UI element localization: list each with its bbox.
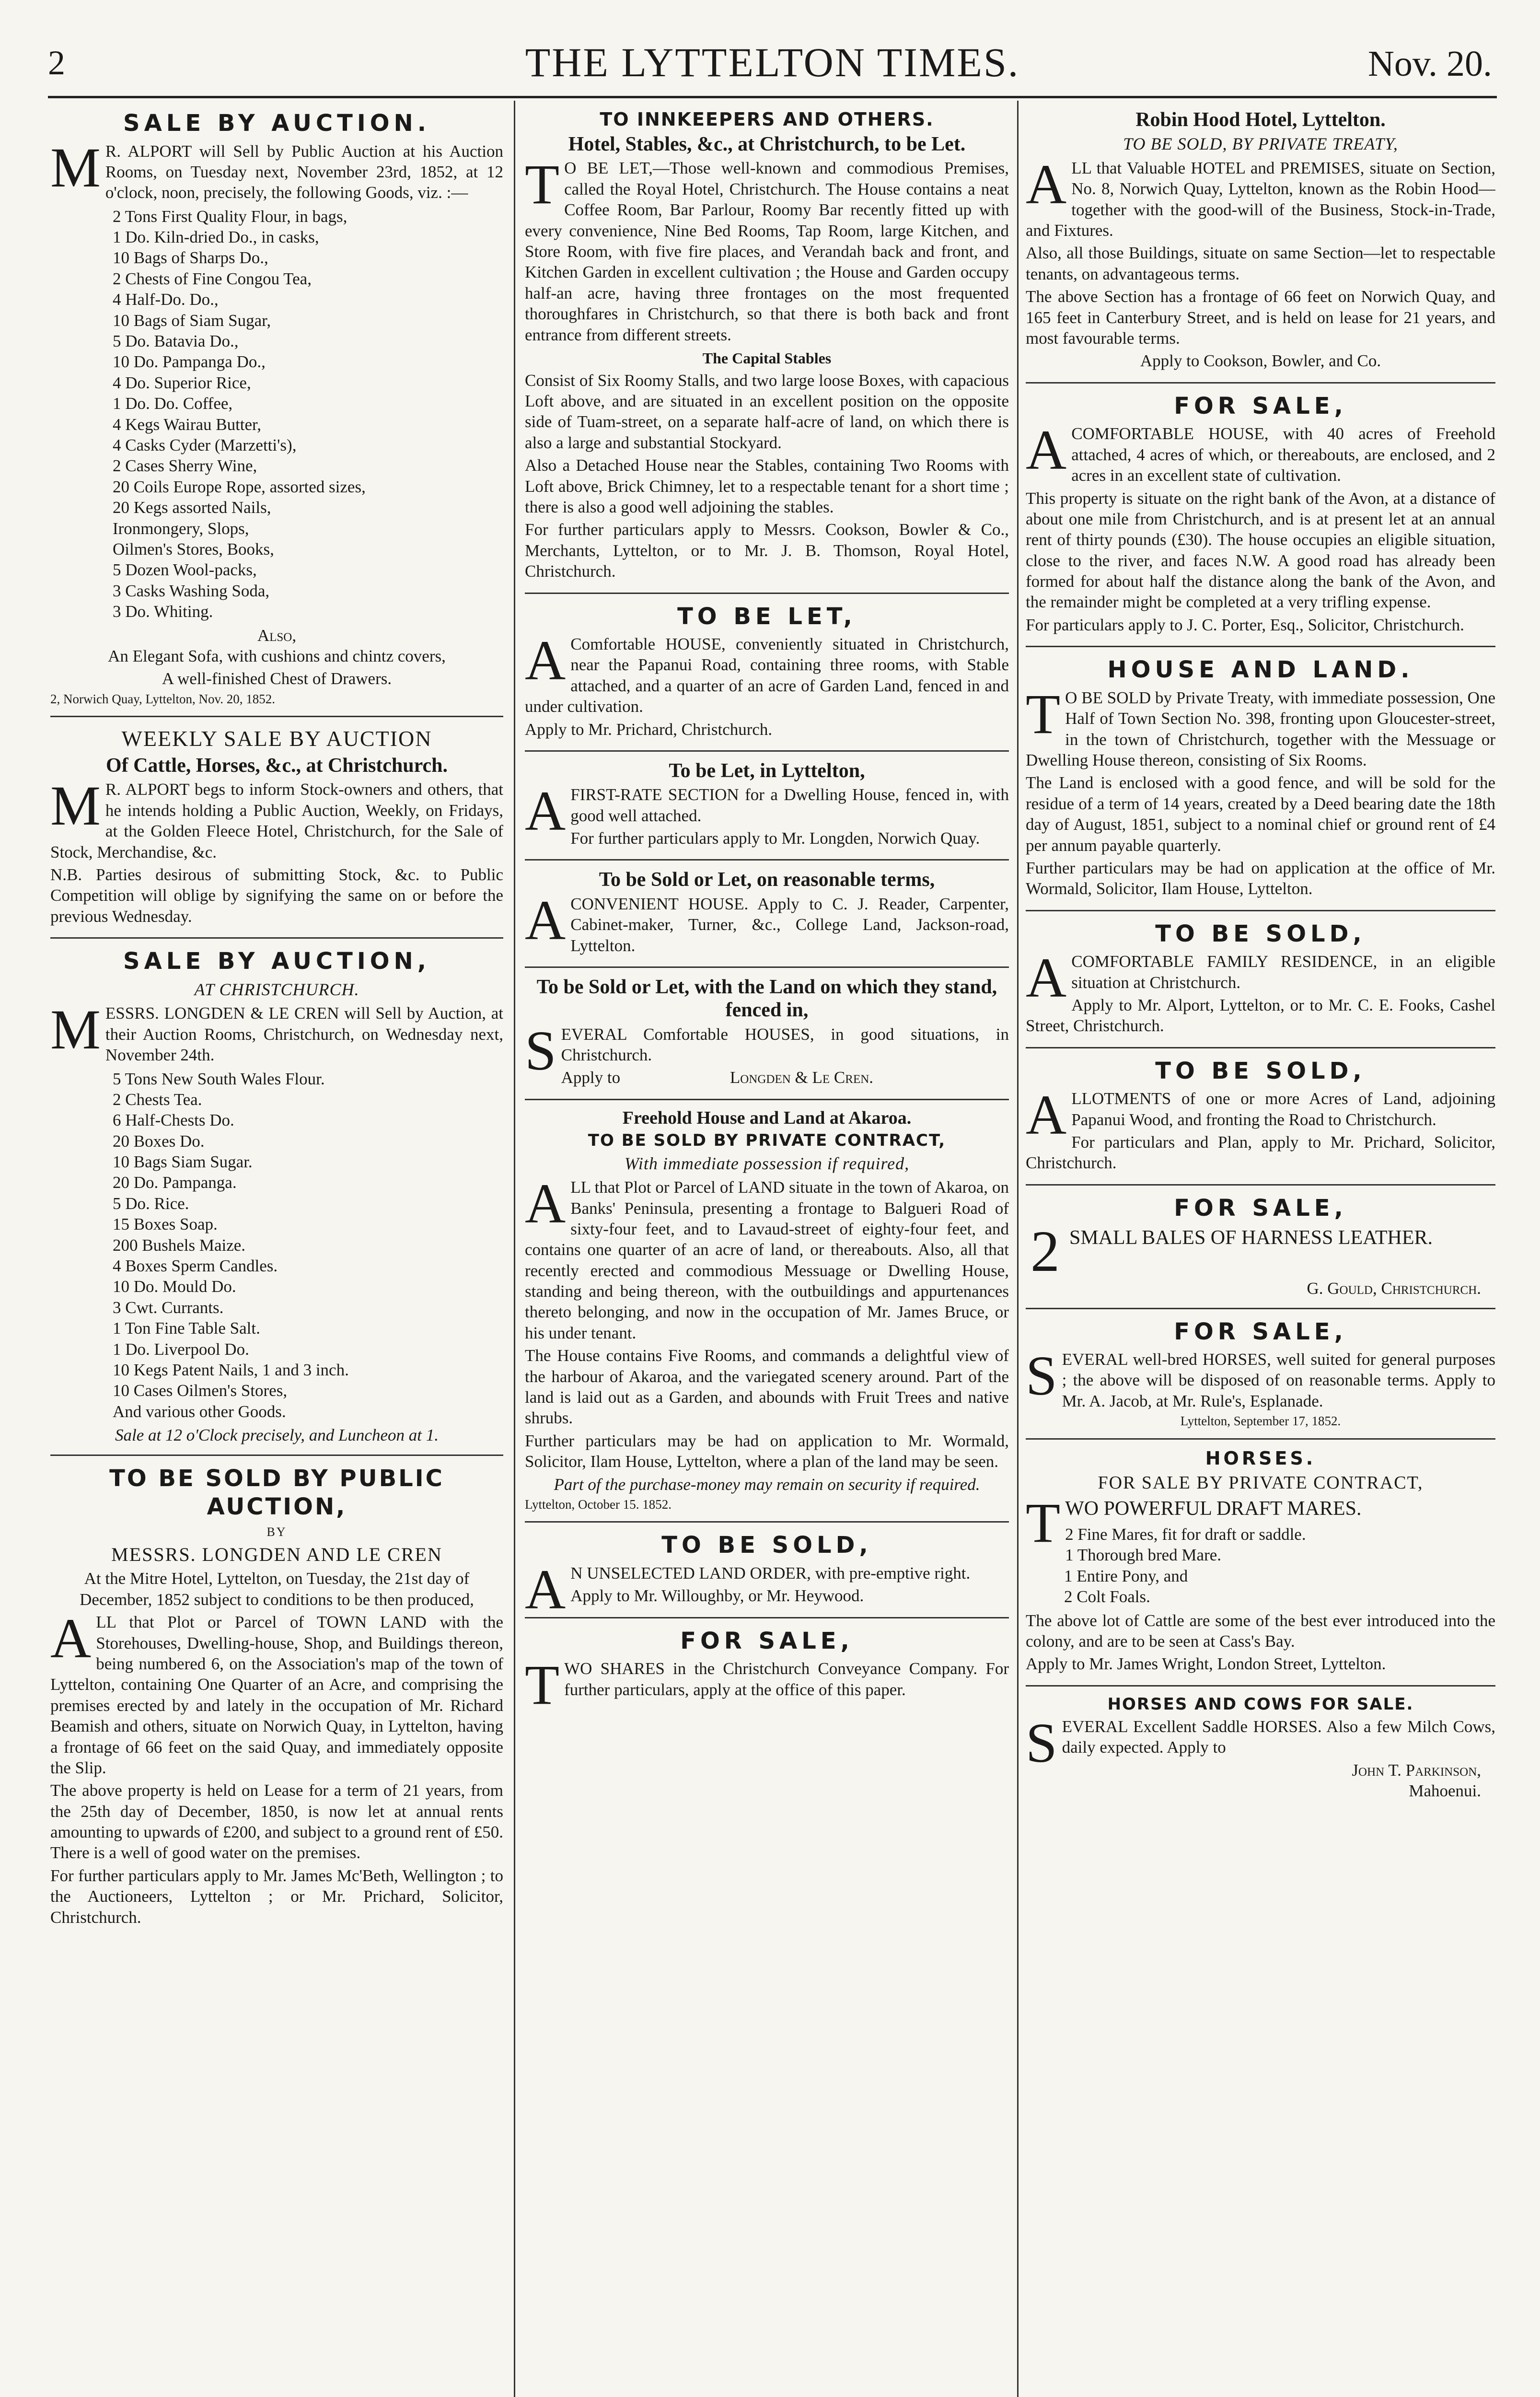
ad-heading: Freehold House and Land at Akaroa. — [622, 1107, 912, 1128]
terms-note: Part of the purchase-money may remain on security if required. — [554, 1475, 980, 1494]
page-number: 2 — [48, 44, 65, 82]
list-item: 5 Tons New South Wales Flour. — [113, 1069, 325, 1088]
detached-text: Also a Detached House near the Stables, containing Two Rooms with Loft above, Brick Chimney, let to a respectable tenant for a short time ; there is also a good well adjoining the stables. — [525, 456, 1009, 516]
ad-apply: Apply to Mr. Prichard, Christchurch. — [525, 720, 773, 739]
ad-apply: Further particulars may be had on application to Mr. Wormald, Solicitor, Ilam House, Lyttelton, where a plan of the land may be seen. — [525, 1431, 1009, 1471]
also-text: Also, all those Buildings, situate on same Section—let to respectable tenants, on advantageous terms. — [1026, 244, 1495, 283]
column-rule-1 — [514, 101, 515, 2397]
ad-subheading: TO BE SOLD, BY PRIVATE TREATY, — [1123, 134, 1398, 154]
ad-body: AN UNSELECTED LAND ORDER, with pre-emptive right. — [525, 1558, 971, 1621]
ad-to-be-let-lyttelton — [525, 752, 1009, 861]
list-item: 1 Entire Pony, and — [1064, 1566, 1188, 1585]
ad-heading: FOR SALE, — [1174, 392, 1347, 419]
ad-sold-or-let-house — [525, 861, 1009, 967]
ad-heading: HOUSE AND LAND. — [1107, 656, 1414, 684]
newspaper-title: THE LYTTELTON TIMES. — [525, 39, 1020, 85]
ad-body: ALLOTMENTS of one or more Acres of Land, adjoining Papanui Wood, and fronting the Road to Christchurch. — [1026, 1083, 1495, 1147]
ad-horses-for-sale — [1026, 1309, 1495, 1440]
ad-heading: SALE BY AUCTION, — [123, 948, 430, 975]
stables-text: Consist of Six Roomy Stalls, and two large loose Boxes, with capacious Loft above, and are situated in an excellent position on the opposite side of Tuam-street, on a separate half-acre of land, on which there is also a large and substantial Stockyard. — [525, 371, 1009, 452]
list-item: 10 Bags of Siam Sugar, — [113, 311, 271, 330]
ad-apply: Apply to Mr. James Wright, London Street, Lyttelton. — [1026, 1654, 1386, 1674]
list-item: 4 Do. Superior Rice, — [113, 373, 251, 392]
ad-for-sale-house-avon — [1026, 384, 1495, 647]
horses-list — [1026, 1524, 1495, 1607]
ad-apply: For further particulars apply to Mr. James Mc'Beth, Wellington ; to the Auctioneers, Lyttelton ; or Mr. Prichard, Solicitor, Christchurch. — [50, 1866, 503, 1927]
dateline: Lyttelton, October 15. 1852. — [525, 1497, 672, 1512]
ad-heading: TO BE SOLD, — [1155, 920, 1366, 947]
list-item: 6 Half-Chests Do. — [113, 1111, 234, 1130]
apply-label: Apply to — [561, 1068, 621, 1087]
ad-apply: Apply to Mr. Willoughby, or Mr. Heywood. — [570, 1586, 864, 1606]
list-item: 1 Do. Kiln-dried Do., in casks, — [113, 228, 319, 247]
list-item: 2 Cases Sherry Wine, — [113, 456, 257, 476]
ad-apply: Apply to Mr. Alport, Lyttelton, or to Mr. C. E. Fooks, Cashel Street, Christchurch. — [1026, 995, 1495, 1036]
list-item: 20 Do. Pampanga. — [113, 1173, 237, 1192]
signature-place: Mahoenui. — [1409, 1781, 1481, 1801]
ad-shares-for-sale — [525, 1618, 1009, 1717]
ad-location: At the Mitre Hotel, Lyttelton, on Tuesday, the 21st day of December, 1852 subject to conditions to be then produced, — [80, 1569, 474, 1609]
list-item: 10 Kegs Patent Nails, 1 and 3 inch. — [113, 1360, 349, 1379]
ad-apply: For particulars apply to J. C. Porter, Esq., Solicitor, Christchurch. — [1026, 615, 1464, 634]
ad-robin-hood-hotel — [1026, 101, 1495, 384]
list-item: 5 Do. Batavia Do., — [113, 332, 239, 351]
ad-heading: SALE BY AUCTION. — [123, 110, 430, 137]
list-item: 10 Bags Siam Sugar. — [113, 1152, 253, 1172]
ad-body: TO BE SOLD by Private Treaty, with immediate possession, One Half of Town Section No. 398, fronting upon Gloucester-street, in the town of Christchurch, together with the Messuage or Dwelling House thereon, consisting of Six Rooms. — [1026, 682, 1495, 769]
extra-item: A well-finished Chest of Drawers. — [162, 669, 392, 688]
list-item: 1 Do. Liverpool Do. — [113, 1339, 249, 1359]
list-item: 4 Casks Cyder (Marzetti's), — [113, 435, 297, 454]
list-item: 1 Do. Do. Coffee, — [113, 394, 233, 413]
auctioneers: MESSRS. LONGDEN AND LE CREN — [111, 1543, 442, 1565]
column-1 — [50, 101, 503, 2397]
list-item: 10 Do. Pampanga Do., — [113, 352, 266, 372]
ad-subheading: AT CHRISTCHURCH. — [194, 979, 359, 999]
ad-body: AComfortable HOUSE, conveniently situated in Christchurch, near the Papanui Road, containing three rooms, with Stable attached, and a quarter of an acre of Garden Land, fenced in and under cultivation. — [525, 629, 1009, 716]
list-item: 3 Casks Washing Soda, — [113, 581, 270, 600]
list-item: 4 Kegs Wairau Butter, — [113, 415, 262, 434]
detail-text: This property is situate on the right bank of the Avon, at a distance of about one mile from Christchurch, and is at present let at an annual rent of thirty pounds (£30). The house occupies an eligible situation, close to the river, and faces N.W. A good road has already been formed for about half the distance along the bank of the Avon, and the remainder might be completed at a very trifling expense. — [1026, 489, 1495, 612]
ad-heading: TO BE SOLD, — [1155, 1057, 1366, 1084]
ad-intro: MESSRS. LONGDEN & LE CREN will Sell by Auction, at their Auction Rooms, Christchurch, on Wednesday next, November 24th. — [50, 998, 503, 1065]
dateline: 2, Norwich Quay, Lyttelton, Nov. 20, 1852. — [50, 691, 275, 706]
list-item: 1 Thorough bred Mare. — [1065, 1546, 1222, 1565]
ad-sold-or-let-houses — [525, 968, 1009, 1100]
list-item: 2 Chests of Fine Congou Tea, — [113, 269, 312, 288]
ad-lead: TWO POWERFUL DRAFT MARES. — [1026, 1491, 1362, 1554]
ad-lease: The above property is held on Lease for a term of 21 years, from the 25th day of December, 1850, is now let at annual rents amounting to upwards of £200, and subject to a ground rent of £50. There is a well of good water on the premises. — [50, 1781, 503, 1862]
list-item: 20 Boxes Do. — [113, 1131, 205, 1151]
ad-allotments — [1026, 1048, 1495, 1186]
issue-date: Nov. 20. — [1368, 44, 1492, 84]
ad-weekly-sale — [50, 717, 503, 939]
ad-body: ACOMFORTABLE HOUSE, with 40 acres of Freehold attached, 4 acres of which, or thereabouts, are enclosed, and 2 acres in an excellent state of cultivation. — [1026, 419, 1495, 485]
ad-heading: TO BE SOLD, — [661, 1532, 872, 1559]
ad-subheading: Hotel, Stables, &c., at Christchurch, to be Let. — [568, 133, 966, 156]
ad-house-and-land — [1026, 647, 1495, 911]
ad-body: SMALL BALES OF HARNESS LEATHER. — [1069, 1227, 1433, 1249]
list-item: 2 Colt Foals. — [1064, 1587, 1150, 1606]
ad-body: AFIRST-RATE SECTION for a Dwelling House, fenced in, with good well attached. — [525, 780, 1009, 843]
ad-public-auction-town-land — [50, 1456, 503, 1939]
ad-to-innkeepers — [525, 101, 1009, 594]
ad-body: SEVERAL well-bred HORSES, well suited for general purposes ; the above will be disposed of on reasonable terms. Apply to Mr. A. Jacob, at Mr. Rule's, Esplanade. — [1026, 1344, 1495, 1410]
ad-heading: TO INNKEEPERS AND OTHERS. — [600, 109, 934, 130]
ad-body: ALL that Valuable HOTEL and PREMISES, situate on Section, No. 8, Norwich Quay, Lyttelton, known as the Robin Hood—together with the good-will of the Business, Stock-in-Trade, and Fixtures. — [1026, 152, 1495, 240]
frontage-text: The above Section has a frontage of 66 feet on Norwich Quay, and 165 feet in Canterbury Street, and is held on lease for 21 years, and most favourable terms. — [1026, 287, 1495, 348]
ad-subheading: FOR SALE BY PRIVATE CONTRACT, — [1098, 1472, 1424, 1493]
list-item: 3 Cwt. Currants. — [113, 1298, 224, 1317]
ad-heading: To be Let, in Lyttelton, — [669, 759, 865, 782]
also-label: Also, — [257, 626, 297, 645]
list-item: Ironmongery, Slops, — [113, 519, 249, 538]
ad-apply: Apply to Cookson, Bowler, and Co. — [1140, 351, 1381, 371]
ad-heading: TO BE SOLD BY PUBLIC AUCTION, — [109, 1465, 444, 1521]
ad-heading: TO BE LET, — [677, 603, 857, 630]
masthead — [48, 34, 1497, 91]
list-item: 15 Boxes Soap. — [113, 1215, 218, 1234]
dateline: Lyttelton, September 17, 1852. — [1180, 1414, 1341, 1429]
signature: G. Gould, Christchurch. — [1307, 1279, 1481, 1298]
ad-heading: HORSES AND COWS FOR SALE. — [1107, 1694, 1414, 1714]
ad-note: N.B. Parties desirous of submitting Stock, &c. to Public Competition will oblige by signifying the same on or before the previous Wednesday. — [50, 865, 503, 926]
list-item: 10 Cases Oilmen's Stores, — [113, 1381, 288, 1400]
ad-body: SEVERAL Comfortable HOUSES, in good situations, in Christchurch. — [525, 1019, 1009, 1082]
ad-apply: For further particulars apply to Messrs. Cookson, Bowler & Co., Merchants, Lyttelton, or to Mr. J. B. Thomson, Royal Hotel, Christchurch. — [525, 520, 1009, 581]
ad-freehold-akaroa — [525, 1100, 1009, 1523]
ad-body: ALL that Plot or Parcel of LAND situate in the town of Akaroa, on Banks' Peninsula, presenting a frontage to Balgueri Road of sixty-four feet, and to Lavaud-street of eighty-four feet, and contains one quarter of an acre of land, or thereabouts. Also, all that recently erected and commodious Messuage or Dwelling House, standing and being thereon, with the outbuildings and appurtenances thereto belonging, and now in the occupation of Mr. James Bruce, or his under tenant. — [525, 1172, 1009, 1342]
ad-body: ACOMFORTABLE FAMILY RESIDENCE, in an eligible situation at Christchurch. — [1026, 946, 1495, 1010]
ad-subheading: Of Cattle, Horses, &c., at Christchurch. — [105, 755, 448, 777]
ad-horses-private-contract — [1026, 1440, 1495, 1687]
ad-body: SEVERAL Excellent Saddle HORSES. Also a few Milch Cows, daily expected. Apply to — [1026, 1711, 1495, 1774]
ad-to-be-let-house — [525, 594, 1009, 752]
goods-list — [50, 206, 503, 622]
column-2 — [525, 101, 1009, 2397]
masthead-rule — [48, 96, 1497, 98]
ad-sale-at-christchurch — [50, 939, 503, 1455]
list-item: 2 Chests Tea. — [113, 1090, 202, 1109]
list-item: Oilmen's Stores, Books, — [113, 539, 274, 559]
list-item: 10 Bags of Sharps Do., — [113, 248, 268, 268]
column-3 — [1026, 101, 1495, 2397]
list-item: 20 Kegs assorted Nails, — [113, 498, 271, 517]
list-item: 5 Dozen Wool-packs, — [113, 560, 257, 580]
ad-heading: WEEKLY SALE BY AUCTION — [121, 726, 432, 751]
ad-body: ALL that Plot or Parcel of TOWN LAND with the Storehouses, Dwelling-house, Shop, and Buildings thereon, being numbered 6, on the Association's map of the town of Lyttelton, containing One Quarter of an Acre, and comprising the premises erected by and lately in the occupation of Mr. Richard Beamish and others, situate on Norwich Quay, in Lyttelton, having a frontage of 66 feet on the said Quay, and immediately opposite the Slip. — [50, 1607, 503, 1777]
ad-apply: For further particulars apply to Mr. Longden, Norwich Quay. — [570, 829, 980, 848]
column-rule-2 — [1017, 101, 1019, 2397]
ad-heading: To be Sold or Let, with the Land on which they stand, fenced in, — [536, 976, 997, 1022]
by-label: BY — [266, 1524, 287, 1539]
list-item: And various other Goods. — [113, 1402, 286, 1421]
land-text: The Land is enclosed with a good fence, and will be sold for the residue of a term of 14 years, created by a Deed bearing date the 18th day of August, 1851, subject to a nominal chief or ground rent of £4 per annum payable quarterly. — [1026, 773, 1495, 855]
ad-heading: Robin Hood Hotel, Lyttelton. — [1135, 109, 1386, 131]
numeral: 2 — [1031, 1219, 1060, 1284]
ad-heading: FOR SALE, — [680, 1627, 854, 1654]
goods-list — [50, 1069, 503, 1422]
ad-intro: MR. ALPORT will Sell by Public Auction at his Auction Rooms, on Tuesday next, November 23rd, 1852, at 12 o'clock, noon, precisely, the following Goods, viz. :— — [50, 136, 503, 202]
list-item: 5 Do. Rice. — [113, 1194, 189, 1213]
ad-body: The above lot of Cattle are some of the best ever introduced into the colony, and are to be seen at Cass's Bay. — [1026, 1611, 1495, 1651]
list-item: 10 Do. Mould Do. — [113, 1277, 236, 1296]
ad-apply: Further particulars may be had on application at the office of Mr. Wormald, Solicitor, Ilam House, Lyttelton. — [1026, 858, 1495, 898]
ad-body: TO BE LET,—Those well-known and commodious Premises, called the Royal Hotel, Christchurch. The House contains a neat Coffee Room, Bar Parlour, Roomy Bar recently fitted up with every convenience, Nine Bed Rooms, Tap Room, large Kitchen, and Store Room, with five fire places, and Verandah back and front, and Kitchen Garden in excellent cultivation ; the House and Garden occupy half-an acre, having three frontages on the most frequented thoroughfares in Christchurch, so that there is both back and front entrance from different streets. — [525, 153, 1009, 344]
possession-note: With immediate possession if required, — [624, 1153, 910, 1173]
signature: John T. Parkinson, — [1352, 1760, 1481, 1780]
ad-family-residence — [1026, 911, 1495, 1048]
ad-land-order — [525, 1523, 1009, 1621]
list-item: 1 Ton Fine Table Salt. — [113, 1319, 260, 1338]
ad-body: ACONVENIENT HOUSE. Apply to C. J. Reader, Carpenter, Cabinet-maker, Turner, &c., College Land, Jackson-road, Lyttelton. — [525, 888, 1009, 955]
list-item: 200 Bushels Maize. — [113, 1235, 246, 1255]
list-item: 4 Half-Do. Do., — [113, 290, 219, 309]
house-text: The House contains Five Rooms, and commands a delightful view of the harbour of Akaroa, and the variegated scenery around. Part of the land is laid out as a Garden, and abounds with Fruit Trees and native shrubs. — [525, 1346, 1009, 1428]
list-item: 3 Do. Whiting. — [113, 602, 213, 621]
ad-subheading: TO BE SOLD BY PRIVATE CONTRACT, — [588, 1131, 946, 1151]
ad-heading: FOR SALE, — [1174, 1194, 1347, 1222]
ad-footer: Sale at 12 o'Clock precisely, and Luncheon at 1. — [115, 1426, 439, 1445]
ad-apply: For particulars and Plan, apply to Mr. Prichard, Solicitor, Christchurch. — [1026, 1133, 1495, 1173]
ad-sale-by-auction-alport — [50, 101, 503, 717]
stables-heading: The Capital Stables — [702, 349, 832, 367]
ad-heading: FOR SALE, — [1174, 1318, 1347, 1345]
list-item: 4 Boxes Sperm Candles. — [113, 1257, 278, 1276]
agent-name: Longden & Le Cren. — [729, 1068, 874, 1087]
ad-heading: To be Sold or Let, on reasonable terms, — [599, 869, 935, 891]
list-item: 2 Tons First Quality Flour, in bags, — [113, 207, 347, 226]
ad-heading: HORSES. — [1205, 1447, 1316, 1469]
extra-item: An Elegant Sofa, with cushions and chintz covers, — [108, 646, 446, 665]
list-item: 2 Fine Mares, fit for draft or saddle. — [1065, 1524, 1306, 1544]
ad-body: TWO SHARES in the Christchurch Conveyance Company. For further particulars, apply at the office of this paper. — [525, 1653, 1009, 1717]
ad-horses-and-cows — [1026, 1687, 1495, 1810]
list-item: 20 Coils Europe Rope, assorted sizes, — [113, 477, 366, 496]
ad-body: MR. ALPORT begs to inform Stock-owners and others, that he intends holding a Public Auction, Weekly, on Fridays, at the Golden Fleece Hotel, Christchurch, for the Sale of Stock, Merchandise, &c. — [50, 774, 503, 861]
ad-harness-leather — [1026, 1186, 1495, 1309]
